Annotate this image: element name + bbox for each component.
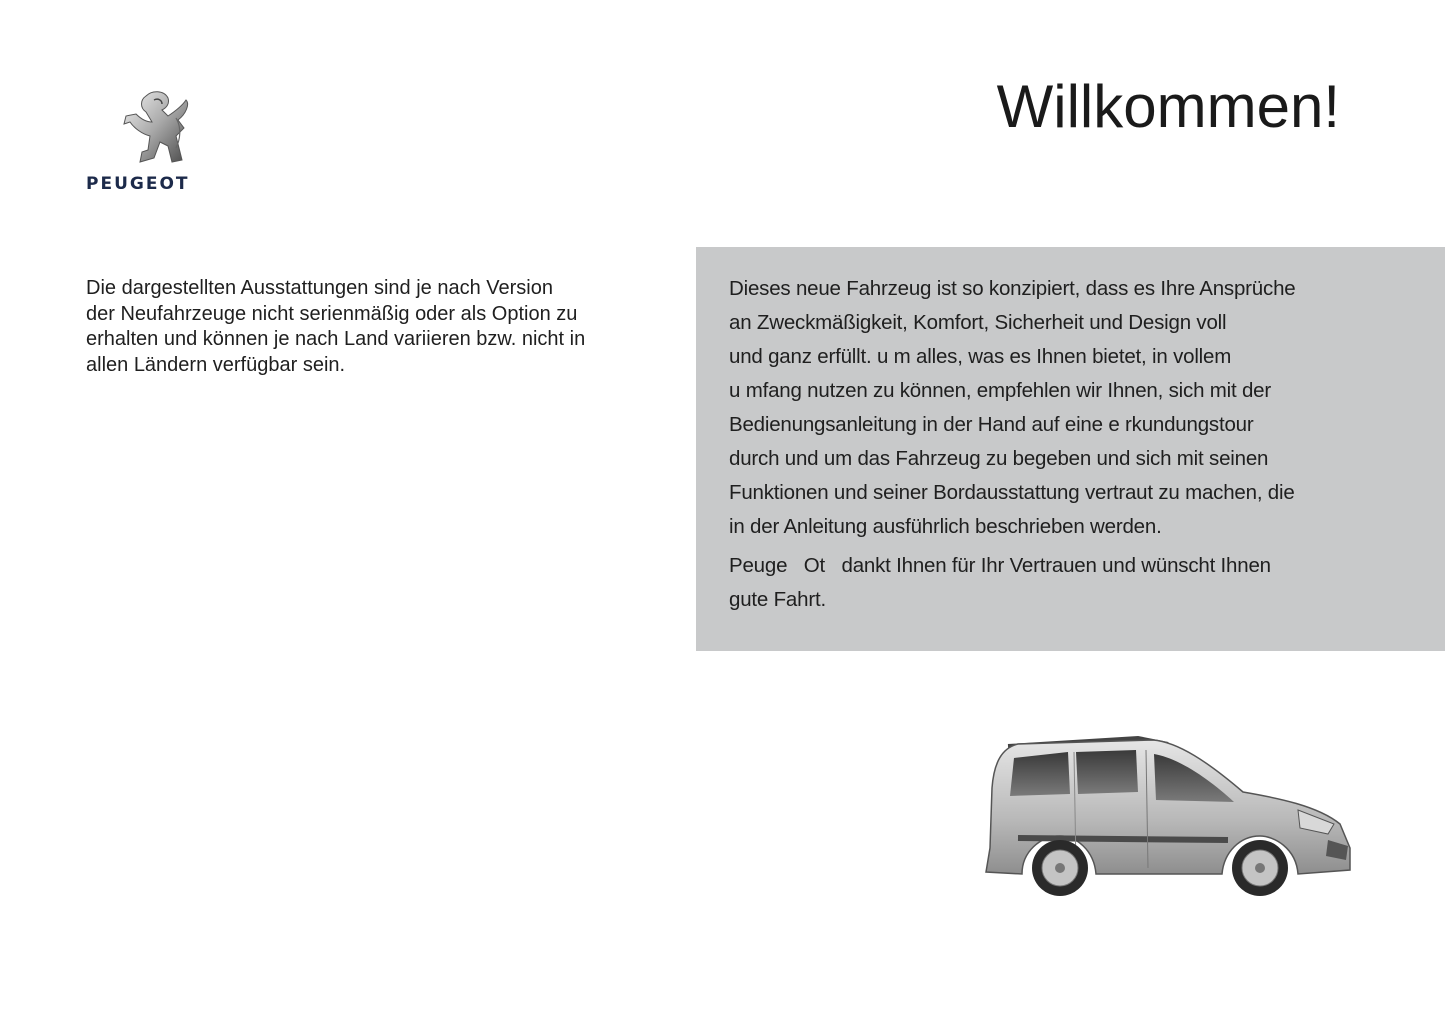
brand-wordmark: PEUGEOT bbox=[86, 174, 190, 194]
welcome-paragraph-1 bbox=[729, 272, 1369, 544]
welcome-paragraph-2 bbox=[729, 549, 1369, 617]
welcome-line: u mfang nutzen zu können, empfehlen wir Ihnen, sich mit der bbox=[729, 379, 1272, 402]
welcome-line: durch und um das Fahrzeug zu begeben und sich mit seinen bbox=[729, 447, 1269, 470]
page-title: Willkommen! bbox=[996, 73, 1340, 140]
disclaimer-text bbox=[86, 276, 686, 378]
van-illustration-icon bbox=[978, 728, 1354, 898]
brand-logo bbox=[86, 88, 236, 198]
welcome-line: an Zweckmäßigkeit, Komfort, Sicherheit und Design voll bbox=[729, 311, 1227, 334]
lion-logo-icon bbox=[116, 88, 196, 168]
disclaimer-line: Die dargestellten Ausstattungen sind je nach Version bbox=[86, 277, 553, 299]
welcome-line: Dieses neue Fahrzeug ist so konzipiert, dass es Ihre Ansprüche bbox=[729, 277, 1296, 300]
disclaimer-line: allen Ländern verfügbar sein. bbox=[86, 353, 346, 376]
welcome-line: gute Fahrt. bbox=[729, 588, 826, 611]
disclaimer-line: der Neufahrzeuge nicht serienmäßig oder als Option zu bbox=[86, 302, 578, 325]
welcome-line: und ganz erfüllt. u m alles, was es Ihnen bietet, in vollem bbox=[729, 345, 1232, 368]
welcome-panel bbox=[696, 247, 1445, 651]
welcome-line: in der Anleitung ausführlich beschrieben werden. bbox=[729, 515, 1162, 538]
welcome-line: Peuge Ot dankt Ihnen für Ihr Vertrauen und wünscht Ihnen bbox=[729, 554, 1271, 577]
welcome-line: Bedienungsanleitung in der Hand auf eine e rkundungstour bbox=[729, 413, 1254, 436]
welcome-line: Funktionen und seiner Bordausstattung vertraut zu machen, die bbox=[729, 481, 1295, 504]
disclaimer-line: erhalten und können je nach Land variieren bzw. nicht in bbox=[86, 328, 586, 350]
